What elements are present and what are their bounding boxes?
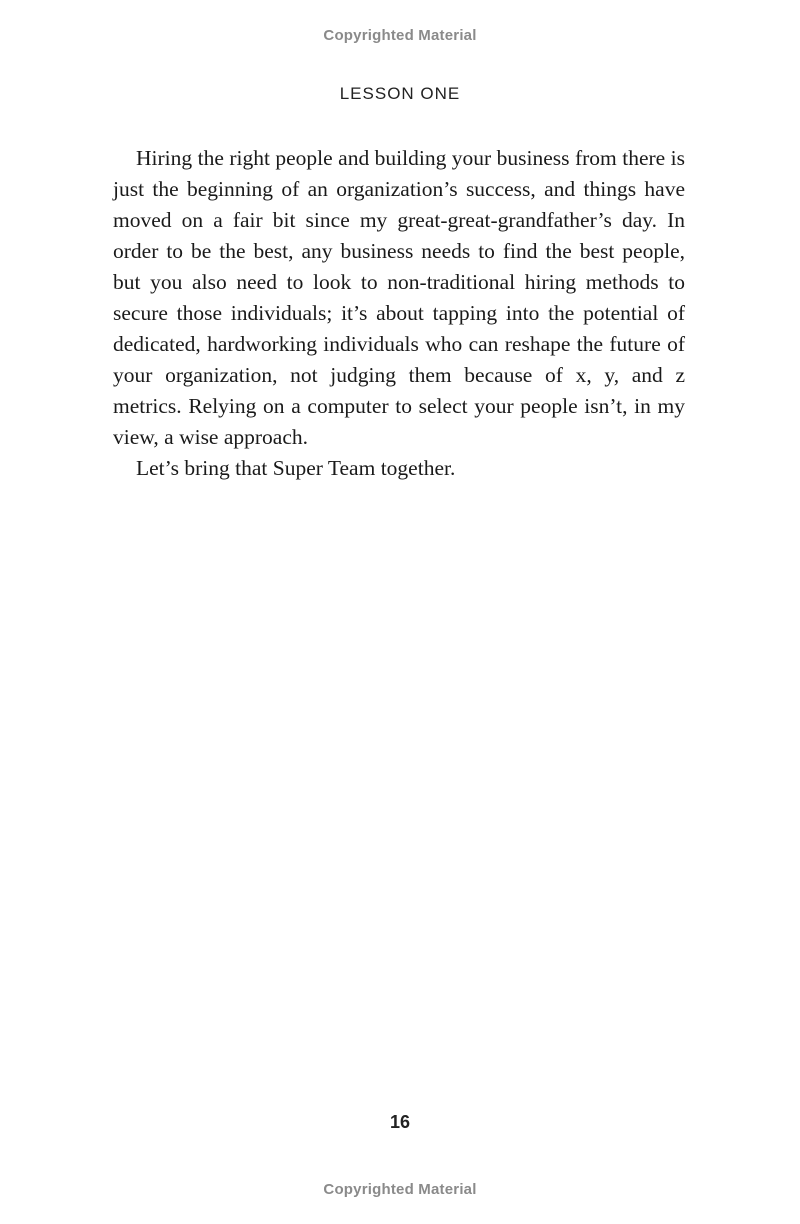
body-text (113, 143, 685, 484)
copyright-watermark-bottom: Copyrighted Material (323, 1181, 477, 1198)
running-head: LESSON ONE (339, 84, 461, 103)
copyright-watermark-top: Copyrighted Material (323, 27, 477, 44)
paragraph-1: Hiring the right people and building your business from there is just the beginning of an organization’s success, and things have moved on a fair bit since my great-great-grandfather’s day. In order to be the best, any business needs to find the best people, but you also need to look to non-traditional hiring methods to secure those individuals; it’s about tapping into the potential of dedicated, hardworking individuals who can reshape the future of your organization, not judging them because of x, y, and z metrics. Relying on a computer to select your people isn’t, in my view, a wise approach. (113, 146, 685, 449)
paragraph-2: Let’s bring that Super Team together. (136, 456, 456, 480)
page-number: 16 (389, 1112, 411, 1132)
